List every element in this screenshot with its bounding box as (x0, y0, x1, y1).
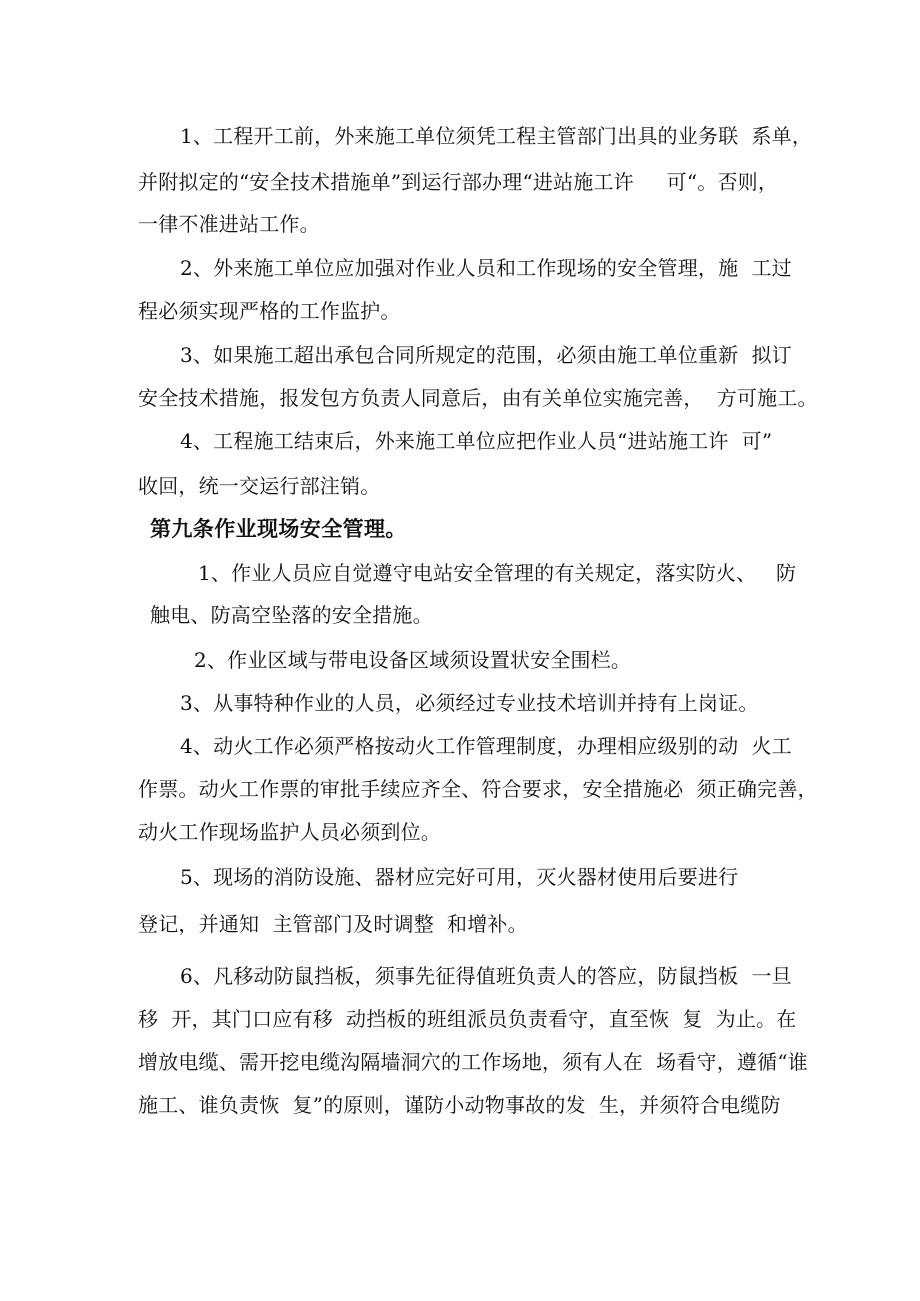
s8-item3-line2: 安全技术措施，报发包方负责人同意后，由有关单位实施完善， 方可施工。 (138, 386, 818, 410)
s9-item2-line1: 2、作业区域与带电设备区域须设置状安全围栏。 (194, 648, 632, 672)
s8-item4-line2: 收回，统一交运行部注销。 (138, 474, 381, 498)
s9-item6-line3: 增放电缆、需开挖电缆沟隔墙洞穴的工作场地，须有人在 场看守，遵循“谁 (138, 1050, 808, 1074)
s9-item5-line2: 登记，并通知 主管部门及时调整 和增补。 (138, 912, 528, 936)
s9-item3-line1: 3、从事特种作业的人员，必须经过专业技术培训并持有上岗证。 (180, 691, 759, 715)
s9-item1-line1: 1、作业人员应自觉遵守电站安全管理的有关规定，落实防火、 防 (198, 561, 797, 585)
s9-item6-line1: 6、凡移动防鼠挡板，须事先征得值班负责人的答应，防鼠挡板 一旦 (180, 964, 792, 988)
section-9-heading: 第九条作业现场安全管理。 (150, 517, 407, 541)
s8-item1-line3: 一律不准进站工作。 (138, 212, 320, 236)
s9-item4-line2: 作票。动火工作票的审批手续应齐全、符合要求，安全措施必 须正确完善， (138, 777, 818, 801)
s9-item6-line2: 移 开，其门口应有移 动挡板的班组派员负责看守，直至恢 复 为止。在 (138, 1007, 797, 1031)
s9-item5-line1: 5、现场的消防设施、器材应完好可用，灭火器材使用后要进行 (180, 865, 739, 889)
s8-item1-line2: 并附拟定的“安全技术措施单”到运行部办理“进站施工许 可“。否则， (138, 170, 779, 194)
s8-item3-line1: 3、如果施工超出承包合同所规定的范围，必须由施工单位重新 拟订 (180, 343, 792, 367)
s9-item4-line3: 动火工作现场监护人员必须到位。 (138, 820, 441, 844)
s8-item4-line1: 4、工程施工结束后，外来施工单位应把作业人员“进站施工许 可” (180, 429, 773, 453)
s9-item1-line2: 触电、防高空坠落的安全措施。 (150, 603, 433, 627)
s9-item4-line1: 4、动火工作必须严格按动火工作管理制度，办理相应级别的动 火工 (180, 734, 792, 758)
s8-item2-line1: 2、外来施工单位应加强对作业人员和工作现场的安全管理，施 工过 (180, 256, 792, 280)
s8-item1-line1: 1、工程开工前，外来施工单位须凭工程主管部门出具的业务联 系单， (180, 124, 813, 148)
s9-item6-line4: 施工、谁负责恢 复”的原则，谨防小动物事故的发 生，并须符合电缆防 (138, 1093, 781, 1117)
s8-item2-line2: 程必须实现严格的工作监护。 (138, 299, 401, 323)
